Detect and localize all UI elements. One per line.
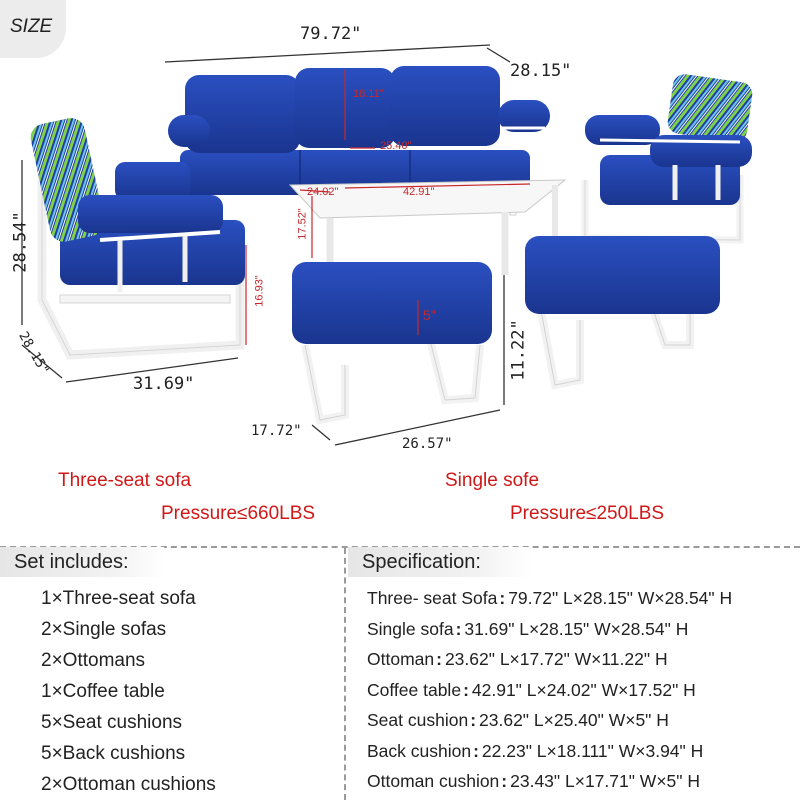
spec-row: Single sofa : 31.69" L×28.15" W×28.54" H	[367, 618, 689, 639]
set-includes-section	[0, 547, 216, 800]
dim-chair-height: 28.54"	[10, 211, 31, 273]
right-single-sofa	[585, 73, 754, 240]
list-item: 2×Single sofas	[41, 619, 167, 640]
ottoman-right-cushion	[525, 236, 720, 314]
dim-table-width: 24.02"	[307, 186, 339, 198]
ottoman-left-cushion	[292, 262, 492, 344]
dim-ottoman-width: 17.72"	[251, 423, 302, 439]
size-tag-label: SIZE	[10, 16, 53, 37]
set-includes-heading: Set includes:	[0, 547, 164, 577]
list-item: 2×Ottoman cushions	[41, 774, 216, 795]
right-chair-striped-pillow	[666, 73, 754, 144]
set-includes-list	[0, 583, 216, 800]
specification-heading: Specification:	[348, 547, 532, 577]
left-chair-armrest	[78, 195, 223, 233]
dim-ottoman-height: 11.22"	[508, 319, 529, 381]
spec-row: Ottoman cushion : 23.43" L×17.71" W×5" H	[367, 771, 700, 791]
spec-row: Back cushion : 22.23" L×18.111" W×3.94" H	[367, 740, 704, 761]
list-item: 1×Three-seat sofa	[41, 588, 196, 609]
dim-back-cushion-height: 18.11"	[353, 88, 384, 100]
ottoman-right	[525, 236, 720, 385]
spec-row: Coffee table : 42.91" L×24.02" W×17.52" H	[367, 679, 696, 700]
dim-table-height: 17.52"	[296, 208, 309, 240]
dim-sofa-length: 79.72"	[300, 24, 362, 44]
dim-sofa-depth: 28.15"	[510, 61, 572, 81]
caption-three-seat-pressure: Pressure≤660LBS	[161, 503, 316, 524]
list-item: 1×Coffee table	[41, 681, 165, 702]
caption-three-seat-sofa: Three-seat sofa	[58, 470, 192, 491]
sofa-back-cushion-right	[390, 66, 500, 146]
spec-row: Seat cushion : 23.62" L×25.40" W×5" H	[367, 710, 669, 730]
dim-table-length: 42.91"	[403, 186, 435, 198]
dim-seat-cushion-depth: 25.40"	[380, 140, 412, 152]
list-item: 2×Ottomans	[41, 650, 146, 671]
list-item: 5×Seat cushions	[41, 712, 183, 733]
sofa-armrest-left	[168, 115, 210, 147]
caption-single-pressure: Pressure≤250LBS	[510, 503, 665, 524]
dim-ottoman-length: 26.57"	[402, 436, 453, 452]
specification-list	[348, 583, 800, 797]
dim-chair-depth: 28.15"	[15, 329, 52, 378]
list-item: 5×Back cushions	[41, 743, 186, 764]
spec-row: Three- seat Sofa : 79.72" L×28.15" W×28.54" H	[367, 588, 733, 608]
dim-chair-seat-height: 16.93"	[253, 275, 266, 307]
vertical-divider	[344, 548, 346, 800]
dim-chair-length: 31.69"	[133, 374, 195, 394]
ottoman-left	[292, 262, 492, 420]
specification-section	[348, 547, 800, 797]
caption-single-sofa: Single sofe	[445, 470, 540, 491]
dim-ottoman-cushion-thickness: 5"	[423, 307, 436, 323]
spec-row: Ottoman : 23.62" L×17.72" W×11.22" H	[367, 649, 668, 669]
